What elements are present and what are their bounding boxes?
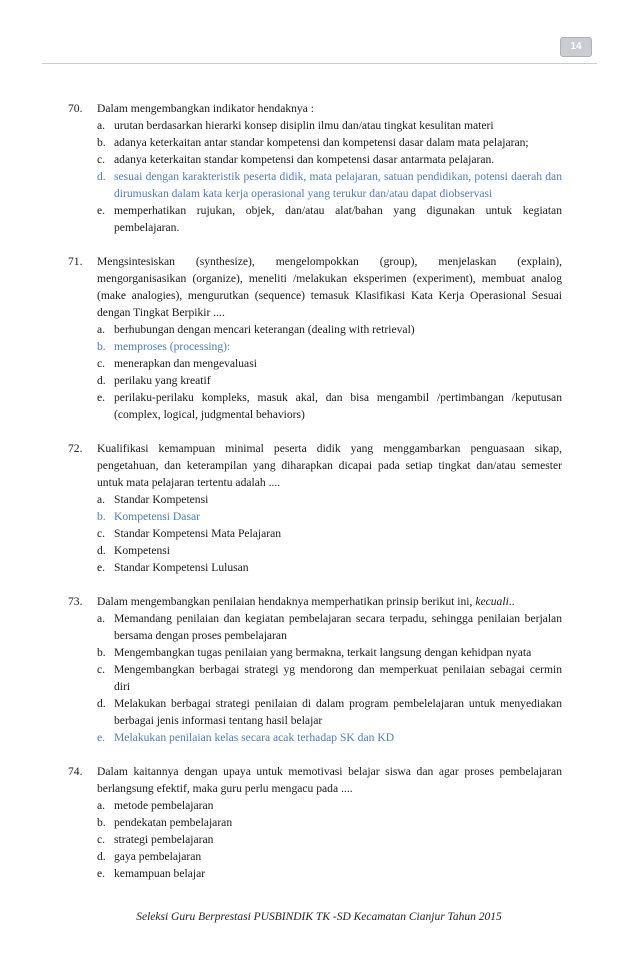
option-letter: e. — [97, 867, 106, 880]
question-list — [68, 100, 562, 899]
option-a — [97, 321, 562, 338]
option-text: adanya keterkaitan antar standar kompetensi dan kompetensi dasar dalam mata pelajaran; — [114, 136, 529, 149]
page-footer: Seleksi Guru Berprestasi PUSBINDIK TK -SD Kecamatan Cianjur Tahun 2015 — [136, 911, 502, 923]
option-letter: b. — [97, 646, 106, 659]
question-text: Mengsintesiskan (synthesize), mengelompokkan (group), menjelaskan (explain), mengorganisasikan (organize), meneliti /melakukan eksperimen (experiment), membuat analog (make analogies), mengurutkan (sequence) temasuk Klasifikasi Kata Kerja Operasional Sesuai dengan Tingkat Berpikir .... — [97, 255, 562, 319]
option-d — [97, 848, 562, 865]
option-b — [97, 134, 562, 151]
question-text: Kualifikasi kemampuan minimal peserta didik yang menggambarkan penguasaan sikap, pengetahuan, dan keterampilan yang diharapkan dicapai pada setiap tingkat dan/atau semester untuk mata pelajaran tertentu adalah .... — [97, 442, 562, 489]
option-c — [97, 355, 562, 372]
question-number: 74. — [68, 765, 83, 778]
option-a — [97, 797, 562, 814]
page-number-badge: 14 — [560, 37, 592, 57]
option-letter: b. — [97, 510, 106, 523]
option-text: Melakukan berbagai strategi penilaian di dalam program pembelelajaran untuk menyediakan berbagai jenis informasi tentang hasil belajar — [114, 697, 562, 727]
option-text: Kompetensi Dasar — [114, 510, 200, 523]
question-number: 70. — [68, 102, 83, 115]
option-d — [97, 372, 562, 389]
option-d-answer — [97, 168, 562, 202]
question-72 — [68, 440, 562, 576]
option-text: Kompetensi — [114, 544, 171, 557]
question-text-main: Dalam mengembangkan penilaian hendaknya memperhatikan prinsip berikut ini, — [97, 595, 473, 608]
option-text: Standar Kompetensi — [114, 493, 209, 506]
option-text: Mengembangkan tugas penilaian yang bermakna, terkait langsung dengan kehidpan nyata — [114, 646, 532, 659]
option-letter: c. — [97, 663, 106, 676]
header-divider — [42, 63, 597, 64]
option-text: adanya keterkaitan standar kompetensi dan kompetensi dasar antarmata pelajaran. — [114, 153, 495, 166]
option-letter: e. — [97, 561, 106, 574]
option-d — [97, 695, 562, 729]
option-b-answer — [97, 508, 562, 525]
option-text: metode pembelajaran — [114, 799, 214, 812]
option-letter: a. — [97, 799, 106, 812]
option-letter: a. — [97, 119, 106, 132]
option-letter: c. — [97, 357, 106, 370]
option-text: gaya pembelajaran — [114, 850, 202, 863]
option-text: berhubungan dengan mencari keterangan (dealing with retrieval) — [114, 323, 415, 336]
option-b-answer — [97, 338, 562, 355]
option-letter: a. — [97, 612, 106, 625]
option-letter: d. — [97, 850, 106, 863]
option-text: perilaku-perilaku kompleks, masuk akal, dan bisa mengambil /pertimbangan /keputusan (complex, logical, judgmental behaviors) — [114, 391, 562, 421]
option-b — [97, 644, 562, 661]
option-letter: a. — [97, 493, 106, 506]
question-text-emphasis: kecuali — [475, 595, 509, 608]
option-letter: e. — [97, 731, 106, 744]
option-c — [97, 151, 562, 168]
question-74 — [68, 763, 562, 882]
option-text: Mengembangkan berbagai strategi yg mendorong dan memperkuat penilaian sebagai cermin diri — [114, 663, 562, 693]
option-text: kemampuan belajar — [114, 867, 206, 880]
option-c — [97, 525, 562, 542]
option-letter: b. — [97, 816, 106, 829]
option-letter: c. — [97, 833, 106, 846]
option-letter: e. — [97, 391, 106, 404]
question-number: 73. — [68, 595, 83, 608]
option-e-answer — [97, 729, 562, 746]
option-text: memproses (processing): — [114, 340, 231, 353]
option-letter: d. — [97, 544, 106, 557]
option-text: menerapkan dan mengevaluasi — [114, 357, 257, 370]
option-letter: e. — [97, 204, 106, 217]
option-text: Memandang penilaian dan kegiatan pembelajaran secara terpadu, sehingga penilaian berjalan bersama dengan proses pembelajaran — [114, 612, 562, 642]
question-70 — [68, 100, 562, 236]
option-e — [97, 202, 562, 236]
question-text-end: .. — [508, 595, 515, 608]
option-letter: b. — [97, 340, 106, 353]
option-a — [97, 491, 562, 508]
option-letter: a. — [97, 323, 106, 336]
option-letter: d. — [97, 374, 106, 387]
option-text: sesuai dengan karakteristik peserta didik, mata pelajaran, satuan pendidikan, potensi daerah dan dirumuskan dalam kata kerja operasional yang terukur dan/atau dapat diobservasi — [114, 170, 562, 200]
option-letter: d. — [97, 170, 106, 183]
option-text: Melakukan penilaian kelas secara acak terhadap SK dan KD — [114, 731, 395, 744]
option-e — [97, 389, 562, 423]
question-text: Dalam kaitannya dengan upaya untuk memotivasi belajar siswa dan agar proses pembelajaran berlangsung efektif, maka guru perlu mengacu pada .... — [97, 765, 562, 795]
question-73 — [68, 593, 562, 746]
option-text: strategi pembelajaran — [114, 833, 214, 846]
question-number: 71. — [68, 255, 83, 268]
option-letter: d. — [97, 697, 106, 710]
option-text: memperhatikan rujukan, objek, dan/atau alat/bahan yang digunakan untuk kegiatan pembelajaran. — [114, 204, 562, 234]
question-text — [97, 593, 562, 610]
option-b — [97, 814, 562, 831]
option-letter: c. — [97, 527, 106, 540]
question-71 — [68, 253, 562, 423]
option-text: Standar Kompetensi Mata Pelajaran — [114, 527, 282, 540]
option-e — [97, 559, 562, 576]
option-c — [97, 831, 562, 848]
option-d — [97, 542, 562, 559]
option-c — [97, 661, 562, 695]
option-text: pendekatan pembelajaran — [114, 816, 233, 829]
option-a — [97, 610, 562, 644]
option-text: Standar Kompetensi Lulusan — [114, 561, 249, 574]
option-letter: c. — [97, 153, 106, 166]
option-e — [97, 865, 562, 882]
question-text: Dalam mengembangkan indikator hendaknya : — [97, 102, 314, 115]
question-number: 72. — [68, 442, 83, 455]
option-a — [97, 117, 562, 134]
option-text: perilaku yang kreatif — [114, 374, 211, 387]
option-letter: b. — [97, 136, 106, 149]
option-text: urutan berdasarkan hierarki konsep disiplin ilmu dan/atau tingkat kesulitan materi — [114, 119, 494, 132]
